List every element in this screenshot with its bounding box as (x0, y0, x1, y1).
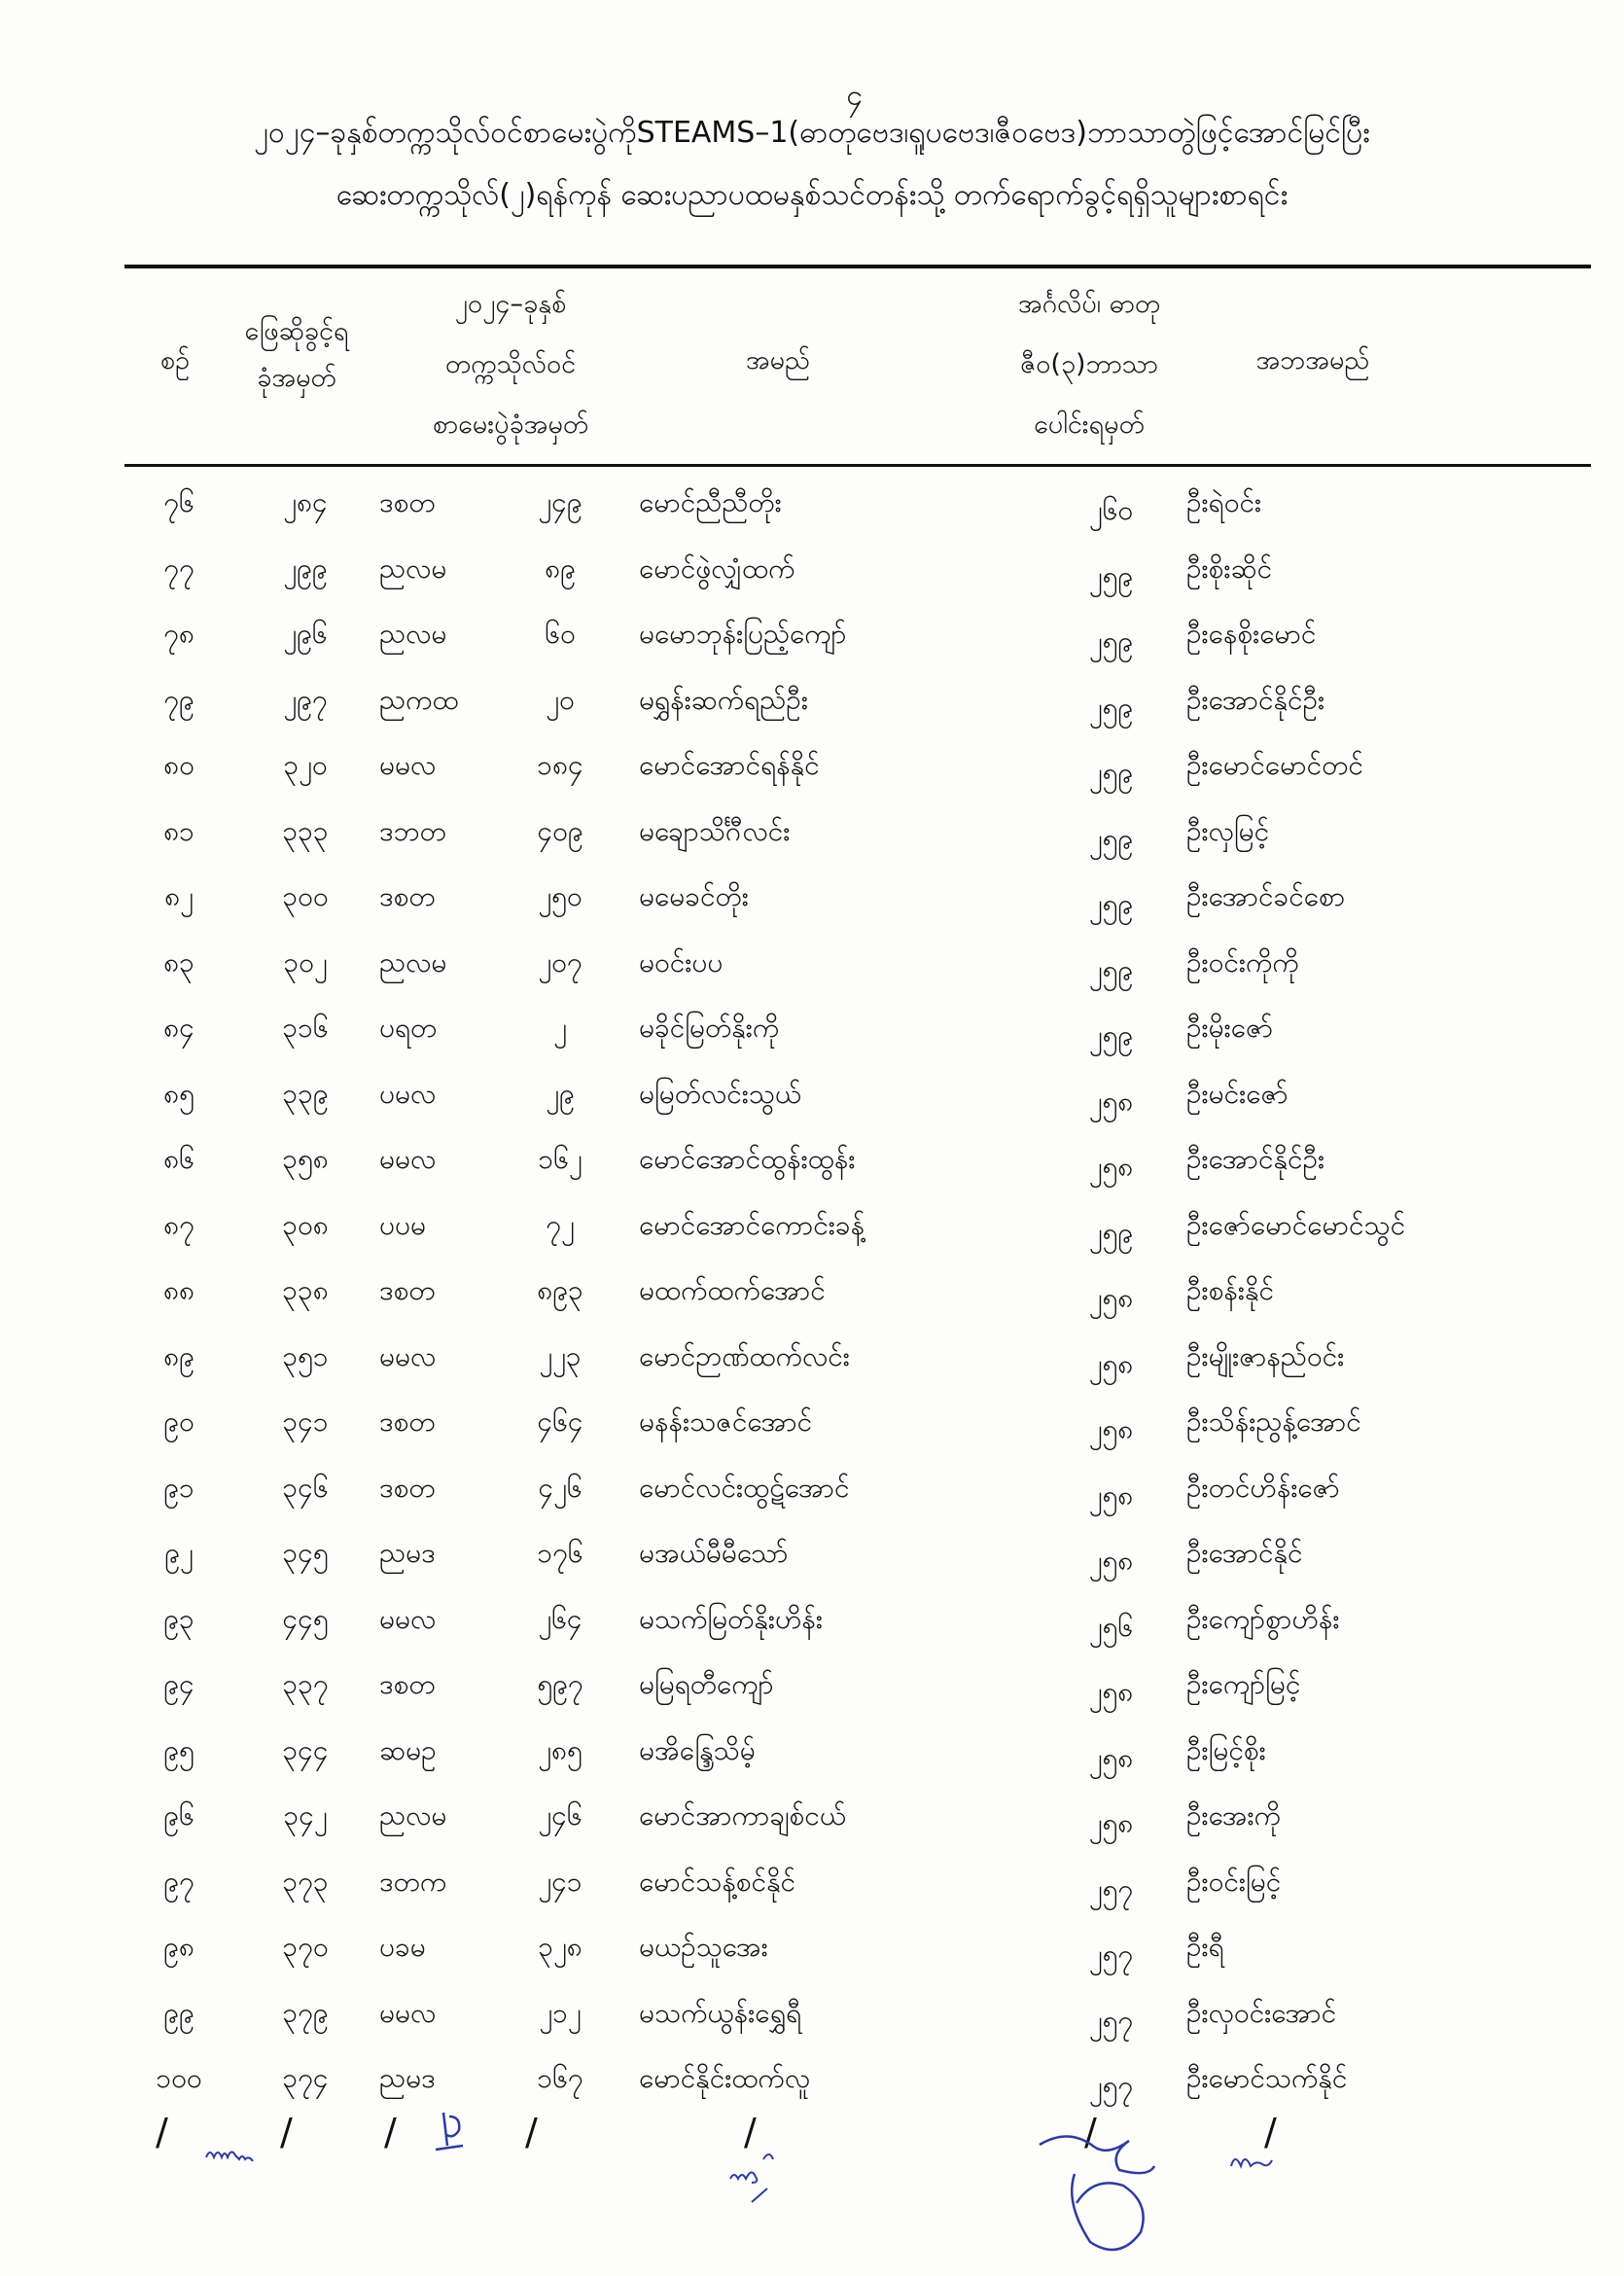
student-name: မယဉ်သူအေး (639, 1931, 768, 1963)
student-name: မနန်းသဇင်အောင် (639, 1405, 813, 1438)
table-row (0, 1262, 1624, 1329)
father-name: ဦးမောင်သက်နိုင် (1186, 2062, 1348, 2094)
exam-center-code: ညလမ (379, 1799, 447, 1831)
exam-seat-number: ၁၆၂ (538, 1143, 583, 1175)
student-name: မအယ်မီမီသော် (639, 1537, 789, 1569)
signature-slash: / (1264, 2111, 1277, 2153)
student-name: မမြတ်လင်းသွယ် (639, 1077, 802, 1110)
student-name: မအိန္ဒြေသိမ့် (639, 1733, 756, 1766)
candidate-number: ၂၉၆ (283, 618, 328, 650)
exam-seat-number: ၂၂၃ (539, 1339, 582, 1372)
row-index: ၉၃ (163, 1602, 194, 1635)
table-row (0, 1919, 1624, 1985)
total-marks: ၂၅၇ (1088, 2070, 1134, 2102)
father-name: ဦးစန်းနိုင် (1186, 1274, 1274, 1306)
exam-center-code: ပမလ (379, 1077, 437, 1110)
table-row (0, 1788, 1624, 1854)
father-name: ဦးတင်ဟိန်းဇော် (1186, 1471, 1340, 1504)
exam-seat-number: ၈၉ (545, 551, 576, 585)
student-name: မရွှန်းဆက်ရည်ဦး (639, 683, 808, 716)
father-name: ဦးရဲဝင်း (1186, 486, 1262, 518)
document-title-line-2: ဆေးတက္ကသိုလ်(၂)ရန်ကုန် ဆေးပညာပထမနှစ်သင်တန်းသို့ တက်ရောက်ခွင့်ရရှိသူများစာရင်း (335, 178, 1289, 212)
exam-center-code: မမလ (379, 1339, 437, 1372)
table-row (0, 672, 1624, 738)
total-marks: ၂၅၈ (1088, 1085, 1134, 1118)
exam-center-code: မမလ (379, 1602, 437, 1635)
father-name: ဦးအောင်နိုင် (1186, 1537, 1303, 1569)
student-name: မမေခင်တိုး (639, 880, 749, 912)
father-name: ဦးအေးကို (1186, 1799, 1281, 1831)
student-name: မောင်ဖွဲလျှံထက် (639, 551, 795, 585)
row-index: ၈၆ (163, 1143, 194, 1175)
father-name: ဦးကျော်စွာဟိန်း (1186, 1602, 1340, 1635)
handwritten-signature (1227, 2145, 1276, 2174)
signature-slash: / (1084, 2111, 1097, 2153)
row-index: ၈၇ (163, 1208, 194, 1241)
table-row (0, 1591, 1624, 1657)
handwritten-signature (204, 2140, 263, 2169)
candidate-number: ၄၄၅ (282, 1602, 329, 1635)
exam-center-code: ညလမ (379, 618, 447, 650)
exam-seat-number: ၂ (553, 1012, 567, 1044)
row-index: ၉၉ (163, 1996, 194, 2029)
total-marks: ၂၅၇ (1088, 1938, 1134, 1971)
table-row (0, 1394, 1624, 1460)
header-exam-no: ၂၀၂၄–ခုနှစ် တက္ကသိုလ်ဝင် စာမေးပွဲခုံအမှတ် (432, 289, 589, 440)
father-name: ဦးမောင်မောင်တင် (1186, 749, 1363, 781)
candidate-number: ၃၅၈ (282, 1143, 329, 1175)
total-marks: ၂၅၈ (1088, 1347, 1134, 1380)
student-name: မောင်ဉာဏ်ထက်လင်း (639, 1339, 850, 1372)
row-index: ၈၈ (163, 1274, 194, 1306)
total-marks: ၂၅၈ (1088, 1282, 1134, 1314)
father-name: ဦးမင်းဇော် (1186, 1077, 1289, 1110)
table-row (0, 737, 1624, 803)
row-index: ၈၂ (164, 880, 194, 912)
exam-center-code: ပခမ (379, 1931, 426, 1963)
exam-seat-number: ၇၂ (546, 1208, 575, 1241)
total-marks: ၂၅၆ (1088, 1610, 1134, 1643)
student-name: မချောသိင်္ဂီလင်း (639, 814, 791, 847)
candidate-number: ၃၇၀ (282, 1931, 329, 1963)
total-marks: ၂၅၉ (1088, 757, 1134, 789)
student-name: မမောဘုန်းပြည့်ကျော် (639, 618, 847, 650)
total-marks: ၂၅၈ (1088, 1413, 1134, 1445)
father-name: ဦးမိုးဇော် (1186, 1012, 1274, 1044)
table-row (0, 2050, 1624, 2116)
table-row (0, 1723, 1624, 1789)
exam-seat-number: ၂၆၄ (538, 1602, 583, 1635)
exam-seat-number: ၄၂၆ (538, 1471, 583, 1504)
exam-center-code: ဒတက (379, 1865, 447, 1898)
student-name: မောင်လင်းထွဋ်အောင် (639, 1471, 850, 1504)
father-name: ဦးဝင်းမြင့် (1186, 1865, 1282, 1898)
document-title-line-1: ၂၀၂၄–ခုနှစ်တက္ကသိုလ်ဝင်စာမေးပွဲကိုSTEAMS–1(ဓာတုဗေဒ၊ရူပဗေဒ၊ဇီဝဗေဒ)ဘာသာတွဲဖြင့်အောင်မြင်ပြီး (254, 116, 1370, 150)
student-name: မောင်ညီညီတိုး (639, 486, 782, 518)
student-name: မမြရတီကျော် (639, 1668, 774, 1700)
table-row (0, 935, 1624, 1001)
exam-seat-number: ၅၉၇ (537, 1668, 583, 1700)
table-row (0, 475, 1624, 541)
father-name: ဦးမြင့်စိုး (1186, 1733, 1266, 1766)
total-marks: ၂၅၉ (1088, 1216, 1134, 1249)
candidate-number: ၃၇၉ (282, 1996, 329, 2029)
father-name: ဦးအောင်နိုင်ဦး (1186, 1143, 1325, 1175)
candidate-number: ၃၄၄ (282, 1733, 329, 1766)
exam-center-code: ဒစတ (379, 486, 436, 518)
exam-center-code: မမလ (379, 1996, 437, 2029)
candidate-number: ၃၀၂ (283, 945, 328, 978)
candidate-number: ၃၃၃ (282, 814, 329, 847)
row-index: ၉၈ (163, 1931, 194, 1963)
table-row (0, 1460, 1624, 1526)
header-candidate-no: ဖြေဆိုခွင့်ရ ခုံအမှတ် (244, 316, 349, 393)
student-name: မောင်သန့်စင်နိုင် (639, 1865, 796, 1898)
father-name: ဦးလှဝင်းအောင် (1186, 1996, 1337, 2029)
total-marks: ၂၅၉ (1088, 822, 1134, 855)
row-index: ၁၀၀ (156, 2062, 202, 2094)
candidate-number: ၂၈၄ (283, 486, 328, 518)
exam-seat-number: ၂၈၅ (538, 1733, 583, 1766)
row-index: ၉၂ (164, 1537, 194, 1569)
total-marks: ၂၅၈ (1088, 1151, 1134, 1183)
father-name: ဦးသိန်းညွန့်အောင် (1186, 1405, 1361, 1438)
exam-center-code: ညကထ (379, 683, 459, 716)
table-row (0, 1985, 1624, 2051)
exam-center-code: ဒစတ (379, 1471, 436, 1504)
candidate-number: ၃၃၇ (282, 1668, 329, 1700)
row-index: ၇၇ (163, 551, 194, 585)
candidate-number: ၃၁၆ (282, 1012, 329, 1044)
table-row (0, 1197, 1624, 1263)
table-row (0, 1131, 1624, 1197)
exam-center-code: ဒစတ (379, 880, 436, 912)
row-index: ၉၅ (163, 1733, 194, 1766)
exam-center-code: ညလမ (379, 945, 447, 978)
row-index: ၈၅ (163, 1077, 194, 1110)
candidate-number: ၃၇၃ (282, 1865, 329, 1898)
table-row (0, 1066, 1624, 1132)
student-name: မောင်အောင်ထွန်းထွန်း (639, 1143, 856, 1175)
candidate-number: ၃၄၁ (282, 1405, 329, 1438)
exam-seat-number: ၂၀ (546, 683, 575, 716)
father-name: ဦးအောင်ခင်စော (1186, 880, 1346, 912)
student-name: မဝင်းပပ (639, 945, 724, 978)
exam-center-code: ဆမဥ (379, 1733, 437, 1766)
signature-slash: / (156, 2111, 168, 2153)
father-name: ဦးအောင်နိုင်ဦး (1186, 683, 1325, 716)
header-marks: အင်္ဂလိပ်၊ ဓာတု ဇီဝ(၃)ဘာသာ ပေါင်းရမှတ် (1017, 289, 1161, 440)
total-marks: ၂၅၈ (1088, 1807, 1134, 1839)
total-marks: ၂၅၉ (1088, 888, 1134, 920)
exam-center-code: ဒစတ (379, 1274, 436, 1306)
total-marks: ၂၅၉ (1088, 625, 1134, 658)
header-top-rule (124, 265, 1591, 268)
table-row (0, 1656, 1624, 1723)
total-marks: ၂၅၇ (1088, 2004, 1134, 2037)
table-row (0, 1854, 1624, 1920)
header-name: အမည် (745, 345, 811, 375)
handwritten-signature (428, 2101, 477, 2159)
exam-seat-number: ၃၂၈ (538, 1931, 583, 1963)
student-name: မောင်အောင်ကောင်းခန့် (639, 1208, 865, 1241)
total-marks: ၂၅၉ (1088, 559, 1134, 592)
father-name: ဦးရီ (1186, 1931, 1224, 1963)
candidate-number: ၃၄၂ (283, 1799, 328, 1831)
table-row (0, 1329, 1624, 1395)
total-marks: ၂၅၈ (1088, 1545, 1134, 1577)
table-row (0, 1000, 1624, 1066)
table-row (0, 541, 1624, 607)
candidate-number: ၂၉၉ (283, 551, 328, 585)
student-name: မောင်အာကာချစ်ငယ် (639, 1799, 847, 1831)
total-marks: ၂၅၈ (1088, 1676, 1134, 1708)
student-name: မထက်ထက်အောင် (639, 1274, 826, 1306)
father-name: ဦးနေစိုးမောင် (1186, 618, 1317, 650)
table-row (0, 606, 1624, 672)
row-index: ၇၆ (163, 486, 194, 518)
student-name: မခိုင်မြတ်နိုးကို (639, 1012, 780, 1044)
signature-slash: / (384, 2111, 397, 2153)
row-index: ၈၀ (163, 749, 194, 781)
table-row (0, 869, 1624, 935)
exam-center-code: မမလ (379, 1143, 437, 1175)
row-index: ၈၉ (163, 1339, 194, 1372)
handwritten-signature (1036, 2125, 1162, 2257)
signature-slash: / (525, 2111, 538, 2153)
total-marks: ၂၅၈ (1088, 1478, 1134, 1511)
exam-seat-number: ၁၇၆ (537, 1537, 583, 1569)
signature-slash: / (744, 2111, 757, 2153)
row-index: ၉၆ (163, 1799, 194, 1831)
total-marks: ၂၆၀ (1088, 494, 1134, 526)
header-index: စဉ် (159, 345, 191, 375)
candidate-number: ၃၄၅ (282, 1537, 329, 1569)
exam-center-code: ညမဒ (379, 1537, 436, 1569)
exam-seat-number: ၄၆၄ (537, 1405, 583, 1438)
student-name: မောင်နိုင်းထက်လူ (639, 2062, 811, 2094)
signature-slash: / (280, 2111, 293, 2153)
candidate-number: ၃၃၈ (282, 1274, 329, 1306)
row-index: ၈၁ (163, 814, 194, 847)
total-marks: ၂၅၇ (1088, 1872, 1134, 1905)
exam-seat-number: ၂၁၂ (539, 1996, 582, 2029)
total-marks: ၂၅၉ (1088, 691, 1134, 724)
exam-seat-number: ၁၈၄ (537, 749, 583, 781)
exam-center-code: ပရတ (379, 1012, 438, 1044)
exam-center-code: မမလ (379, 749, 437, 781)
header-bottom-rule (124, 464, 1591, 467)
exam-center-code: ညမဒ (379, 2062, 436, 2094)
student-name: မသက်မြတ်နိုးဟိန်း (639, 1602, 823, 1635)
row-index: ၈၃ (163, 945, 194, 978)
exam-seat-number: ၂၅၀ (538, 880, 583, 912)
exam-center-code: ဒစတ (379, 1405, 436, 1438)
father-name: ဦးမျိုးဇာနည်ဝင်း (1186, 1339, 1345, 1372)
exam-seat-number: ၄၀၉ (537, 814, 583, 847)
candidate-number: ၃၃၉ (282, 1077, 329, 1110)
row-index: ၉၀ (163, 1405, 194, 1438)
table-row (0, 803, 1624, 870)
row-index: ၉၄ (163, 1668, 194, 1700)
exam-seat-number: ၈၉၃ (537, 1274, 583, 1306)
father-name: ဦးလှမြင့် (1186, 814, 1270, 847)
row-index: ၉၇ (163, 1865, 194, 1898)
candidate-number: ၂၉၇ (283, 683, 328, 716)
total-marks: ၂၅၈ (1088, 1741, 1134, 1774)
father-name: ဦးကျော်မြင့် (1186, 1668, 1301, 1700)
exam-center-code: ဒစတ (379, 1668, 436, 1700)
student-name: မောင်အောင်ရန်နိုင် (639, 749, 820, 781)
exam-seat-number: ၆၀ (545, 618, 576, 650)
candidate-number: ၃၀၈ (282, 1208, 329, 1241)
total-marks: ၂၅၉ (1088, 1019, 1134, 1051)
row-index: ၇၉ (163, 683, 194, 716)
row-index: ၇၈ (163, 618, 194, 650)
page-number: ၄ (846, 79, 863, 113)
father-name: ဦးဇော်မောင်မောင်သွင် (1186, 1208, 1406, 1241)
candidate-number: ၃၄၆ (282, 1471, 329, 1504)
exam-seat-number: ၂၄၁ (538, 1865, 583, 1898)
row-index: ၉၁ (163, 1471, 194, 1504)
exam-seat-number: ၂၉ (546, 1077, 575, 1110)
exam-seat-number: ၁၆၇ (537, 2062, 583, 2094)
father-name: ဦးစိုးဆိုင် (1186, 551, 1273, 585)
father-name: ဦးဝင်းကိုကို (1186, 945, 1299, 978)
exam-center-code: ပပမ (379, 1208, 426, 1241)
exam-seat-number: ၂၄၆ (538, 1799, 583, 1831)
exam-seat-number: ၂၄၉ (538, 486, 583, 518)
candidate-number: ၃၂၀ (283, 749, 328, 781)
exam-center-code: ညလမ (379, 551, 447, 585)
header-father: အဘအမည် (1255, 345, 1370, 375)
exam-center-code: ဒဘတ (379, 814, 446, 847)
candidate-number: ၃၅၁ (282, 1339, 329, 1372)
candidate-number: ၃၇၄ (282, 2062, 329, 2094)
exam-seat-number: ၂၀၇ (538, 945, 583, 978)
student-name: မသက်ယွန်းရွှေရီ (639, 1996, 802, 2029)
row-index: ၈၄ (163, 1012, 194, 1044)
table-row (0, 1525, 1624, 1591)
total-marks: ၂၅၉ (1088, 953, 1134, 986)
candidate-number: ၃၀၀ (282, 880, 329, 912)
handwritten-signature (724, 2140, 793, 2218)
